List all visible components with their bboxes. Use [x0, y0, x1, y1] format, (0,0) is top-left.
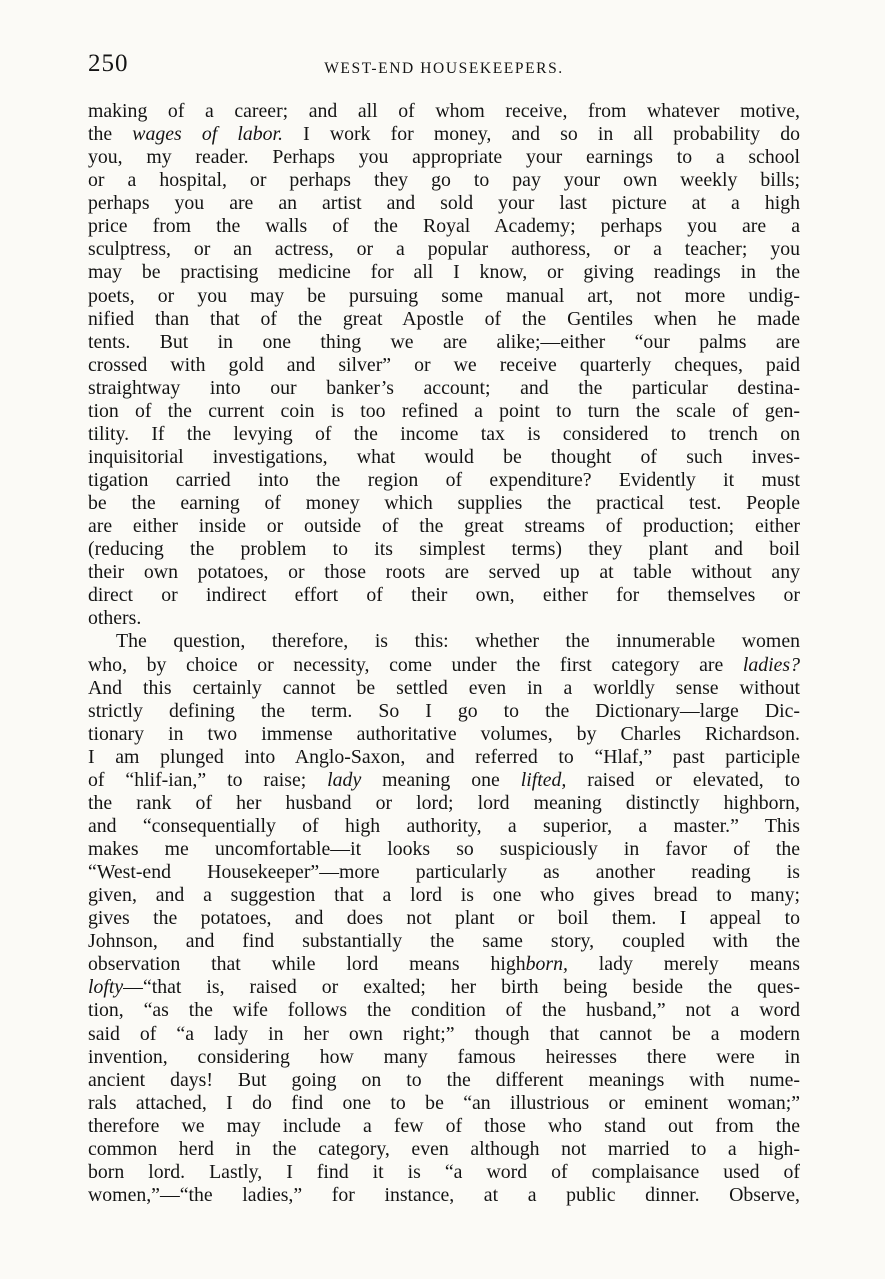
page-number: 250 [88, 50, 129, 77]
text-line: lofty—“that is, raised or exalted; her birth being beside the ques- [88, 976, 800, 999]
text-line: be the earning of money which supplies the practical test. People [88, 492, 800, 515]
text-line: of “hlif-ian,” to raise; lady meaning one lifted, raised or elevated, to [88, 768, 800, 791]
text-line: making of a career; and all of whom receive, from whatever motive, [88, 100, 800, 122]
text-line: the wages of labor. I work for money, and so in all probability do [88, 123, 800, 146]
text-line: tility. If the levying of the income tax is considered to trench on [88, 422, 800, 445]
text-line: you, my reader. Perhaps you appropriate your earnings to a school [88, 146, 800, 169]
text-line: And this certainly cannot be settled even in a worldly sense without [88, 676, 800, 699]
text-line: common herd in the category, even although not married to a high- [88, 1137, 800, 1160]
text-line: who, by choice or necessity, come under the first category are ladies? [88, 653, 800, 676]
text-line: women,”—“the ladies,” for instance, at a public dinner. Observe, [88, 1183, 800, 1206]
text-line: makes me uncomfortable—it looks so suspiciously in favor of the [88, 838, 800, 860]
text-line: may be practising medicine for all I know, or giving readings in the [88, 261, 800, 284]
text-line: Johnson, and find substantially the same story, coupled with the [88, 930, 800, 953]
text-line: price from the walls of the Royal Academy; perhaps you are a [88, 215, 800, 238]
text-line: perhaps you are an artist and sold your last picture at a high [88, 192, 800, 215]
italic-phrase: born, [525, 953, 568, 976]
paragraph [88, 100, 800, 630]
text-line: the rank of her husband or lord; lord meaning distinctly highborn, [88, 791, 800, 814]
text-line: and “consequentially of high authority, a superior, a master.” This [88, 814, 800, 837]
text-line: their own potatoes, or those roots are served up at table without any [88, 561, 800, 584]
text-line: or a hospital, or perhaps they go to pay your own weekly bills; [88, 169, 800, 192]
text-line: tion of the current coin is too refined a point to turn the scale of gen- [88, 399, 800, 422]
text-line: tigation carried into the region of expenditure? Evidently it must [88, 469, 800, 491]
text-line: (reducing the problem to its simplest terms) they plant and boil [88, 538, 800, 561]
italic-phrase: lady [327, 768, 362, 791]
text-line: rals attached, I do find one to be “an illustrious or eminent woman;” [88, 1091, 800, 1114]
italic-phrase: wages of labor. [132, 123, 284, 146]
text-line: observation that while lord means highborn, lady merely means [88, 953, 800, 976]
page-header [88, 50, 800, 86]
italic-phrase: ladies? [742, 653, 800, 676]
text-line: are either inside or outside of the great streams of production; either [88, 515, 800, 538]
text-line: invention, considering how many famous heiresses there were in [88, 1045, 800, 1068]
italic-phrase: lofty [88, 976, 124, 999]
text-line: said of “a lady in her own right;” though that cannot be a modern [88, 1022, 800, 1045]
text-line: therefore we may include a few of those who stand out from the [88, 1114, 800, 1137]
text-line: tionary in two immense authoritative volumes, by Charles Richardson. [88, 722, 800, 745]
text-line: given, and a suggestion that a lord is one who gives bread to many; [88, 884, 800, 907]
running-head: WEST-END HOUSEKEEPERS. [324, 60, 564, 77]
text-line: sculptress, or an actress, or a popular authoress, or a teacher; you [88, 238, 800, 261]
paragraph [88, 630, 800, 1207]
text-line: crossed with gold and silver” or we receive quarterly cheques, paid [88, 353, 800, 376]
body-text [88, 100, 800, 1207]
text-line: The question, therefore, is this: whether the innumerable women [116, 630, 800, 653]
text-line: nified than that of the great Apostle of the Gentiles when he made [88, 307, 800, 330]
text-line: inquisitorial investigations, what would be thought of such inves- [88, 445, 800, 468]
text-line: I am plunged into Anglo-Saxon, and referred to “Hlaf,” past participle [88, 745, 800, 768]
text-line: tents. But in one thing we are alike;—either “our palms are [88, 330, 800, 353]
text-line: “West-end Housekeeper”—more particularly as another reading is [88, 861, 800, 884]
text-line: ancient days! But going on to the different meanings with nume- [88, 1068, 800, 1091]
text-line: poets, or you may be pursuing some manual art, not more undig- [88, 284, 800, 307]
text-line: gives the potatoes, and does not plant or boil them. I appeal to [88, 907, 800, 930]
text-line: tion, “as the wife follows the condition of the husband,” not a word [88, 999, 800, 1022]
italic-phrase: lifted, [520, 768, 567, 791]
text-line: others. [88, 607, 142, 630]
text-line: strictly defining the term. So I go to the Dictionary—large Dic- [88, 699, 800, 722]
text-line: born lord. Lastly, I find it is “a word of complaisance used of [88, 1160, 800, 1183]
text-line: direct or indirect effort of their own, either for themselves or [88, 584, 800, 607]
text-line: straightway into our banker’s account; and the particular destina- [88, 376, 800, 399]
